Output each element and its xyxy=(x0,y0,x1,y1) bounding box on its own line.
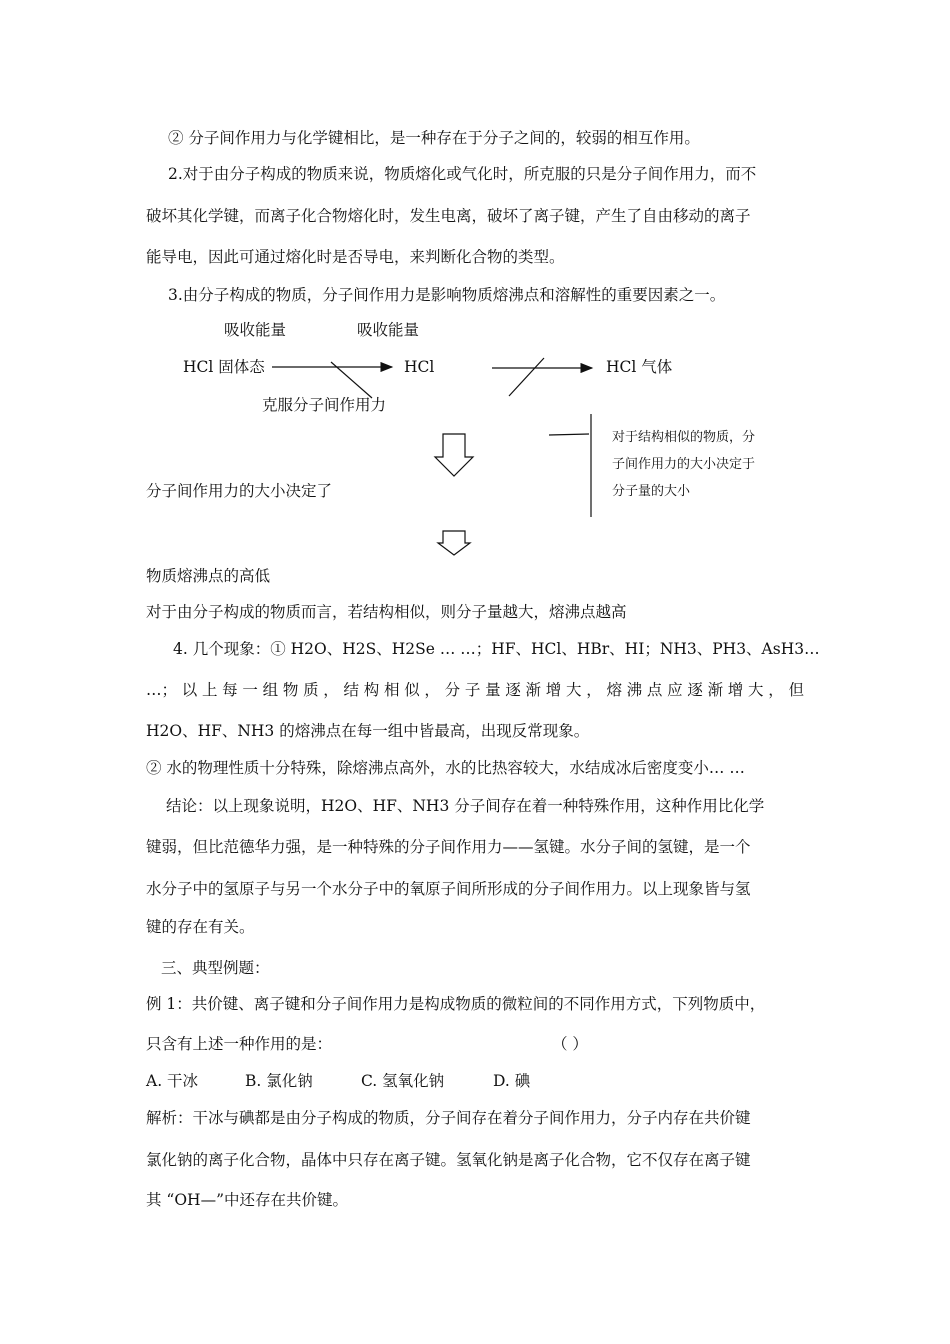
option-d: D. 碘 xyxy=(493,1072,531,1090)
paragraph-line: 4. 几个现象：① H2O、H2S、H2Se … …；HF、HCl、HBr、HI；NH3、PH3、AsH3… xyxy=(173,640,820,658)
note-line: 分子量的大小 xyxy=(612,484,691,499)
paragraph-line: 2.对于由分子构成的物质来说，物质熔化或气化时，所克服的只是分子间作用力，而不 xyxy=(168,165,757,183)
note-line: 子间作用力的大小决定于 xyxy=(612,457,756,472)
result-label: 物质熔沸点的高低 xyxy=(146,567,271,585)
note-line: 对于结构相似的物质，分 xyxy=(612,430,756,445)
section-heading: 三、典型例题： xyxy=(161,959,270,977)
analysis-line: 其 “OH—”中还存在共价键。 xyxy=(146,1191,349,1209)
paragraph-line: 结论：以上现象说明，H2O、HF、NH3 分子间存在着一种特殊作用，这种作用比化学 xyxy=(166,797,765,815)
arrow-hcl-to-gas xyxy=(492,358,592,396)
paragraph-line: 水分子中的氢原子与另一个水分子中的氧原子间所形成的分子间作用力。以上现象皆与氢 xyxy=(146,880,751,898)
paragraph-line: 3.由分子构成的物质，分子间作用力是影响物质熔沸点和溶解性的重要因素之一。 xyxy=(168,286,726,304)
analysis-line: 解析：干冰与碘都是由分子构成的物质，分子间存在着分子间作用力，分子内存在共价键 xyxy=(146,1109,751,1127)
option-b: B. 氯化钠 xyxy=(245,1072,313,1090)
paragraph-line: ② 分子间作用力与化学键相比，是一种存在于分子之间的，较弱的相互作用。 xyxy=(168,129,700,147)
paragraph-line: 键的存在有关。 xyxy=(146,918,255,936)
paragraph-line: …；以上每一组物质，结构相似，分子量逐渐增大，熔沸点应逐渐增大，但 xyxy=(146,681,804,699)
option-c: C. 氢氧化钠 xyxy=(361,1072,445,1090)
down-arrow-icon xyxy=(435,434,473,476)
arrow-solid-to-hcl xyxy=(272,362,392,398)
analysis-line: 氯化钠的离子化合物，晶体中只存在离子键。氢氧化钠是离子化合物，它不仅存在离子键 xyxy=(146,1151,751,1169)
absorb-energy-label-1: 吸收能量 xyxy=(224,321,287,339)
hcl-gas-label: HCl 气体 xyxy=(606,358,673,376)
paragraph-line: 键弱，但比范德华力强，是一种特殊的分子间作用力——氢键。水分子间的氢键，是一个 xyxy=(146,838,751,856)
option-a: A. 干冰 xyxy=(146,1072,199,1090)
paragraph-line: 破坏其化学键，而离子化合物熔化时，发生电离，破坏了离子键，产生了自由移动的离子 xyxy=(146,207,751,225)
hcl-solid-label: HCl 固体态 xyxy=(183,358,265,376)
example-question: 例 1：共价键、离子键和分子间作用力是构成物质的微粒间的不同作用方式，下列物质中， xyxy=(146,995,766,1013)
down-arrow-icon xyxy=(438,531,470,555)
paragraph-line: 对于由分子构成的物质而言，若结构相似，则分子量越大，熔沸点越高 xyxy=(146,603,627,621)
example-question: 只含有上述一种作用的是： xyxy=(146,1035,333,1053)
paragraph-line: H2O、HF、NH3 的熔沸点在每一组中皆最高，出现反常现象。 xyxy=(146,722,590,740)
overcome-force-label: 克服分子间作用力 xyxy=(262,396,387,414)
answer-blank: （ ） xyxy=(552,1035,588,1053)
note-bracket xyxy=(549,414,591,517)
decides-label: 分子间作用力的大小决定了 xyxy=(146,482,333,500)
paragraph-line: ② 水的物理性质十分特殊，除熔沸点高外，水的比热容较大，水结成冰后密度变小… … xyxy=(146,759,745,777)
hcl-label: HCl xyxy=(404,358,435,376)
absorb-energy-label-2: 吸收能量 xyxy=(357,321,420,339)
paragraph-line: 能导电，因此可通过熔化时是否导电，来判断化合物的类型。 xyxy=(146,248,565,266)
